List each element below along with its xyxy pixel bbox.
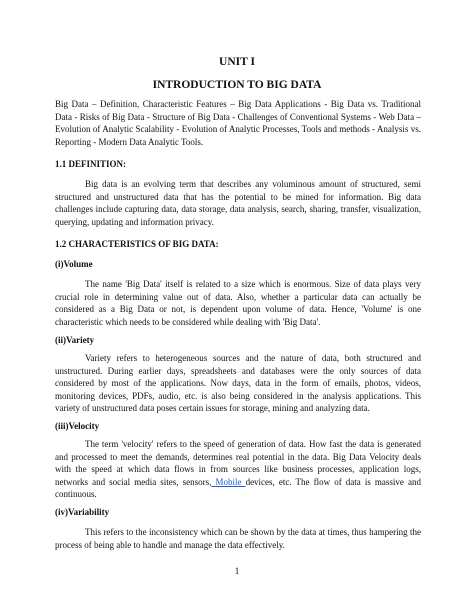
velocity-heading: (iii)Velocity xyxy=(55,421,100,431)
velocity-text-before: The term 'velocity' refers to the speed of generation of data. How fast the data is generated and processed to meet the demands, determines real potential in the data. Big Data Velocity deals with the speed at which data flows in from sources like business processes, application logs, networks and social media sites, sensors, xyxy=(55,439,421,487)
variability-heading: (iv)Variability xyxy=(55,507,110,517)
velocity-text-after: devices, etc. The flow of data is massive and continuous. xyxy=(55,476,421,499)
variability-paragraph: This refers to the inconsistency which can be shown by the data at times, thus hampering the process of being able to handle and manage the data effectively. xyxy=(55,527,421,550)
mobile-link[interactable]: Mobile xyxy=(211,476,246,487)
definition-heading: 1.1 DEFINITION: xyxy=(55,159,127,169)
velocity-paragraph xyxy=(55,438,421,501)
variety-paragraph: Variety refers to heterogeneous sources and the nature of data, both structured and unstructured. During earlier days, spreadsheets and databases were the only sources of data considered by most of the applications. Now days, data in the form of emails, photos, videos, monitoring devices, PDFs, audio, etc. is also being considered in the analysis applications. This variety of unstructured data poses certain issues for storage, mining and analyzing data. xyxy=(55,353,421,413)
page-title: INTRODUCTION TO BIG DATA xyxy=(152,79,322,91)
variety-heading: (ii)Variety xyxy=(55,335,95,345)
volume-heading: (i)Volume xyxy=(55,259,93,269)
characteristics-heading: 1.2 CHARACTERISTICS OF BIG DATA: xyxy=(55,239,219,249)
definition-paragraph: Big data is an evolving term that describes any voluminous amount of structured, semi structured and unstructured data that has the potential to be mined for information. Big data challenges include capturing data, data storage, data analysis, search, sharing, transfer, visualization, querying, updating and information privacy. xyxy=(55,179,421,227)
page-number: 1 xyxy=(234,566,240,576)
unit-heading: UNIT I xyxy=(219,56,255,68)
intro-paragraph: Big Data – Definition, Characteristic Features – Big Data Applications - Big Data vs. Traditional Data - Risks of Big Data - Structure of Big Data - Challenges of Conventional Systems - Web Data – Evolution of Analytic Scalability - Evolution of Analytic Processes, Tools and methods - Analysis vs. Reporting - Modern Data Analytic Tools. xyxy=(55,99,421,147)
volume-paragraph: The name 'Big Data' itself is related to a size which is enormous. Size of data plays very crucial role in determining value out of data. Also, whether a particular data can actually be considered as a Big Data or not, is dependent upon volume of data. Hence, 'Volume' is one characteristic which needs to be considered while dealing with 'Big Data'. xyxy=(55,279,421,327)
